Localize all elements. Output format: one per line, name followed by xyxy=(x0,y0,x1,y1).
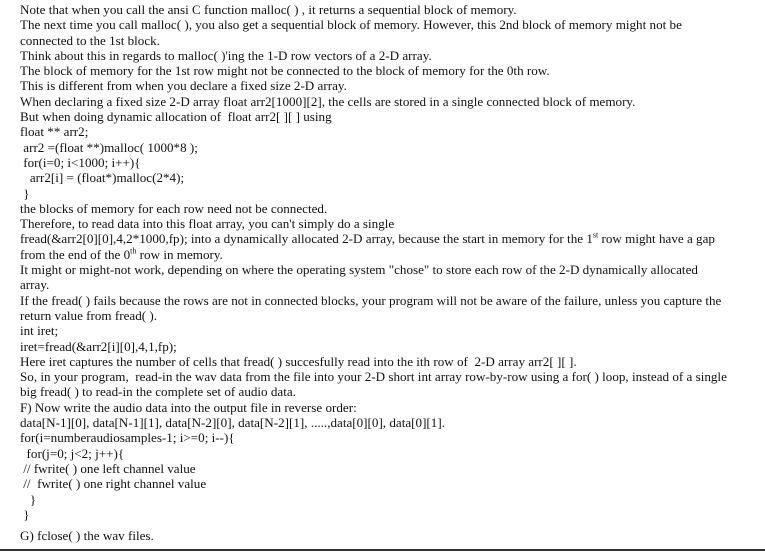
text-line: The next time you call malloc( ), you also get a sequential block of memory. However, this 2nd block of memory might not be xyxy=(20,17,682,33)
superscript: th xyxy=(130,246,137,256)
text-line: The block of memory for the 1st row might not be connected to the block of memory for the 0th row. xyxy=(20,63,550,79)
text-line: If the fread( ) fails because the rows are not in connected blocks, your program will not be aware of the failure, unless you capture the xyxy=(20,292,722,308)
code-line: } xyxy=(20,506,30,522)
text-line: This is different from when you declare a fixed size 2-D array. xyxy=(20,78,347,94)
text-line: But when doing dynamic allocation of float arr2[ ][ ] using xyxy=(20,109,332,125)
code-line: for(i=numberaudiosamples-1; i>=0; i--){ xyxy=(20,430,235,446)
text-line: return value from fread( ). xyxy=(20,307,158,323)
text-line: When declaring a fixed size 2-D array float arr2[1000][2], the cells are stored in a single connected block of memory. xyxy=(20,93,636,109)
text-fragment: row might have a gap xyxy=(598,231,715,247)
text-line: Therefore, to read data into this float array, you can't simply do a single xyxy=(20,216,395,232)
text-line: array. xyxy=(20,277,50,293)
text-line: Note that when you call the ansi C function malloc( ) , it returns a sequential block of memory. xyxy=(20,2,517,17)
code-comment: // fwrite( ) one right channel value xyxy=(20,476,207,492)
text-line: So, in your program, read-in the wav data from the file into your 2-D short int array row-by-row using a for( ) loop, instead of a single xyxy=(20,369,727,385)
code-line: iret=fread(&arr2[i][0],4,1,fp); xyxy=(20,338,177,354)
code-line: arr2[i] = (float*)malloc(2*4); xyxy=(20,170,185,186)
code-line: for(i=0; i<1000; i++){ xyxy=(20,154,141,170)
code-line: float ** arr2; xyxy=(20,124,89,140)
text-line: Think about this in regards to malloc( )'ing the 1-D row vectors of a 2-D array. xyxy=(20,47,432,63)
text-fragment: fread(&arr2[0][0],4,2*1000,fp); into a dynamically allocated 2-D array, because the start in memory for the 1 xyxy=(20,231,593,247)
text-line-with-superscript xyxy=(20,231,755,246)
text-line-with-superscript xyxy=(20,247,755,262)
code-comment: // fwrite( ) one left channel value xyxy=(20,460,196,476)
text-line: the blocks of memory for each row need not be connected. xyxy=(20,200,328,216)
bottom-divider xyxy=(0,549,765,551)
superscript: st xyxy=(592,231,599,241)
text-line: connected to the 1st block. xyxy=(20,32,160,48)
text-line: It might or might-not work, depending on where the operating system "chose" to store each row of the 2-D dynamically allocated xyxy=(20,262,698,278)
document-body xyxy=(20,2,755,543)
code-line: for(j=0; j<2; j++){ xyxy=(20,445,125,461)
code-line: int iret; xyxy=(20,323,59,339)
code-line: } xyxy=(20,185,30,201)
text-line: big fread( ) to read-in the complete set of audio data. xyxy=(20,384,296,400)
section-heading: F) Now write the audio data into the output file in reverse order: xyxy=(20,399,357,415)
text-line: data[N-1][0], data[N-1][1], data[N-2][0], data[N-2][1], .....,data[0][0], data[0][1]. xyxy=(20,415,445,431)
section-heading: G) fclose( ) the wav files. xyxy=(20,528,154,544)
text-line: Here iret captures the number of cells that fread( ) succesfully read into the ith row of 2-D array arr2[ ][ ]. xyxy=(20,353,577,369)
text-fragment: from the end of the 0 xyxy=(20,246,131,262)
code-line: } xyxy=(20,491,37,507)
code-line: arr2 =(float **)malloc( 1000*8 ); xyxy=(20,139,198,155)
text-fragment: row in memory. xyxy=(136,246,223,262)
